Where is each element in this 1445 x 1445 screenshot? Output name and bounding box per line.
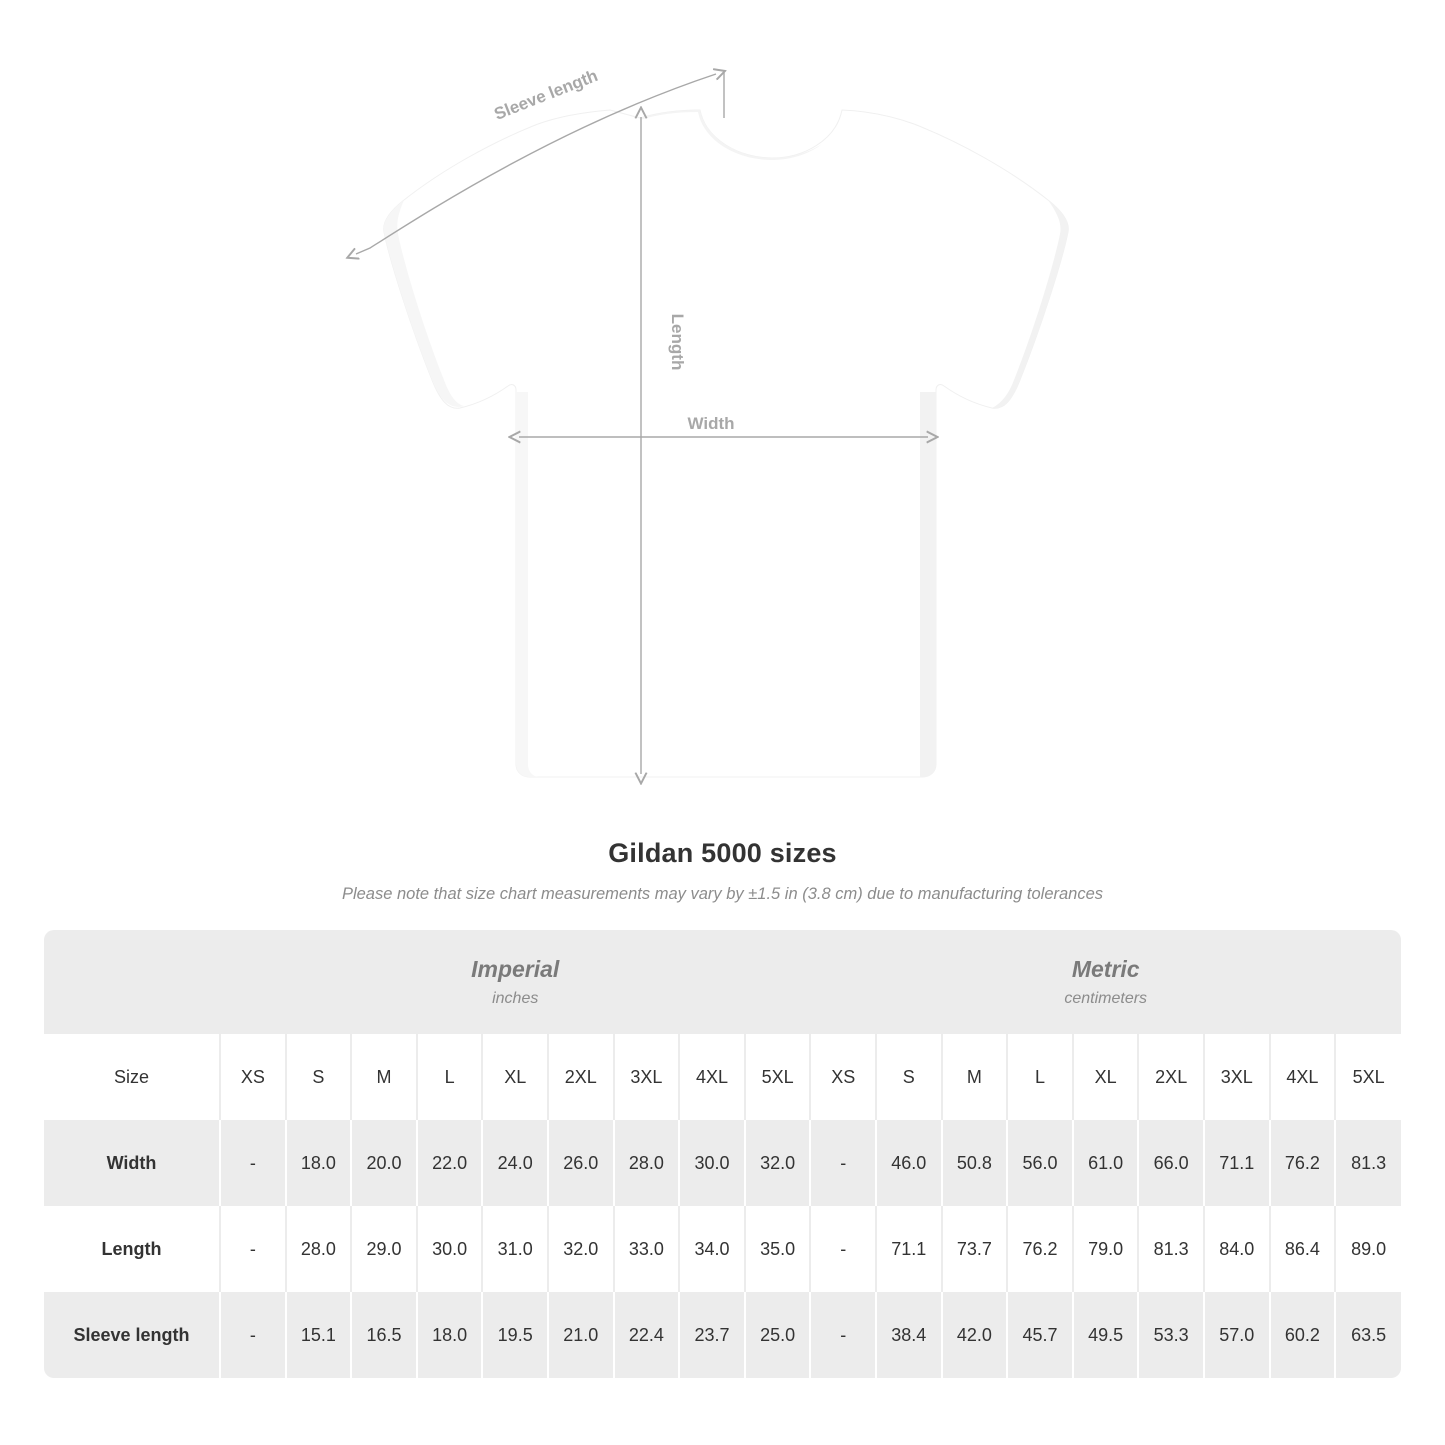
table-cell: 19.5 — [482, 1292, 548, 1378]
group-header-corner — [44, 930, 220, 1034]
table-cell: - — [220, 1292, 286, 1378]
table-cell: 57.0 — [1204, 1292, 1270, 1378]
table-row — [44, 1120, 1401, 1206]
table-cell: 86.4 — [1270, 1206, 1336, 1292]
table-cell: 71.1 — [876, 1206, 942, 1292]
size-header-cell: M — [351, 1034, 417, 1120]
size-header-cell: 5XL — [1335, 1034, 1401, 1120]
size-header-cell: S — [876, 1034, 942, 1120]
table-cell: 53.3 — [1138, 1292, 1204, 1378]
table-cell: 42.0 — [942, 1292, 1008, 1378]
table-cell: 20.0 — [351, 1120, 417, 1206]
size-header-cell: 4XL — [1270, 1034, 1336, 1120]
table-cell: 16.5 — [351, 1292, 417, 1378]
table-cell: 76.2 — [1007, 1206, 1073, 1292]
table-cell: 45.7 — [1007, 1292, 1073, 1378]
table-cell: 81.3 — [1138, 1206, 1204, 1292]
table-cell: 31.0 — [482, 1206, 548, 1292]
table-cell: 18.0 — [417, 1292, 483, 1378]
size-header-cell: 2XL — [1138, 1034, 1204, 1120]
size-header-cell: S — [286, 1034, 352, 1120]
row-label-width: Width — [44, 1120, 220, 1206]
size-header-cell: 4XL — [679, 1034, 745, 1120]
table-cell: 22.4 — [614, 1292, 680, 1378]
table-cell: - — [220, 1206, 286, 1292]
table-cell: 29.0 — [351, 1206, 417, 1292]
table-cell: - — [220, 1120, 286, 1206]
table-cell: 66.0 — [1138, 1120, 1204, 1206]
group-header-metric — [810, 930, 1401, 1034]
group-title-imperial: Imperial — [471, 956, 560, 983]
table-cell: 49.5 — [1073, 1292, 1139, 1378]
table-cell: 23.7 — [679, 1292, 745, 1378]
table-cell: 76.2 — [1270, 1120, 1336, 1206]
table-cell: 60.2 — [1270, 1292, 1336, 1378]
table-cell: - — [810, 1120, 876, 1206]
table-row — [44, 1206, 1401, 1292]
size-header-cell: XS — [810, 1034, 876, 1120]
table-cell: 50.8 — [942, 1120, 1008, 1206]
table-cell: 15.1 — [286, 1292, 352, 1378]
size-table-wrapper — [44, 930, 1401, 1378]
table-cell: 56.0 — [1007, 1120, 1073, 1206]
table-cell: 28.0 — [614, 1120, 680, 1206]
size-header-cell: M — [942, 1034, 1008, 1120]
size-header-cell: L — [417, 1034, 483, 1120]
table-cell: 81.3 — [1335, 1120, 1401, 1206]
size-header-cell: 3XL — [614, 1034, 680, 1120]
table-cell: 33.0 — [614, 1206, 680, 1292]
group-title-metric: Metric — [1071, 956, 1140, 983]
table-cell: 32.0 — [745, 1120, 811, 1206]
size-header-row — [44, 1034, 1401, 1120]
length-label: Length — [668, 313, 687, 371]
chart-title: Gildan 5000 sizes — [608, 838, 837, 868]
table-cell: - — [810, 1206, 876, 1292]
table-cell: 63.5 — [1335, 1292, 1401, 1378]
table-cell: 25.0 — [745, 1292, 811, 1378]
size-header-cell: XL — [482, 1034, 548, 1120]
table-cell: 28.0 — [286, 1206, 352, 1292]
size-header-cell: 5XL — [745, 1034, 811, 1120]
size-header-cell: XS — [220, 1034, 286, 1120]
row-label-length: Length — [44, 1206, 220, 1292]
table-cell: 71.1 — [1204, 1120, 1270, 1206]
group-unit-metric: centimeters — [1064, 989, 1148, 1007]
row-label-sleeve-length: Sleeve length — [44, 1292, 220, 1378]
group-unit-imperial: inches — [492, 989, 539, 1007]
chart-note: Please note that size chart measurements may vary by ±1.5 in (3.8 cm) due to manufacturing tolerances — [341, 885, 1104, 903]
table-cell: 38.4 — [876, 1292, 942, 1378]
table-cell: 79.0 — [1073, 1206, 1139, 1292]
size-header-label: Size — [44, 1034, 220, 1120]
table-cell: 61.0 — [1073, 1120, 1139, 1206]
size-header-cell: XL — [1073, 1034, 1139, 1120]
size-table — [44, 930, 1401, 1378]
tshirt-shape — [384, 110, 1069, 777]
title-block — [0, 838, 1445, 904]
table-cell: 34.0 — [679, 1206, 745, 1292]
table-cell: 30.0 — [417, 1206, 483, 1292]
table-cell: 89.0 — [1335, 1206, 1401, 1292]
table-cell: 18.0 — [286, 1120, 352, 1206]
table-cell: 32.0 — [548, 1206, 614, 1292]
size-header-cell: L — [1007, 1034, 1073, 1120]
table-cell: 35.0 — [745, 1206, 811, 1292]
table-cell: - — [810, 1292, 876, 1378]
table-cell: 30.0 — [679, 1120, 745, 1206]
table-cell: 46.0 — [876, 1120, 942, 1206]
table-cell: 84.0 — [1204, 1206, 1270, 1292]
table-cell: 26.0 — [548, 1120, 614, 1206]
size-header-cell: 2XL — [548, 1034, 614, 1120]
table-cell: 21.0 — [548, 1292, 614, 1378]
sleeve-length-label: Sleeve length — [491, 65, 601, 124]
table-row — [44, 1292, 1401, 1378]
table-cell: 73.7 — [942, 1206, 1008, 1292]
size-header-cell: 3XL — [1204, 1034, 1270, 1120]
table-cell: 24.0 — [482, 1120, 548, 1206]
unit-group-header-row — [44, 930, 1401, 1034]
width-label: Width — [687, 414, 735, 433]
table-cell: 22.0 — [417, 1120, 483, 1206]
group-header-imperial — [220, 930, 810, 1034]
